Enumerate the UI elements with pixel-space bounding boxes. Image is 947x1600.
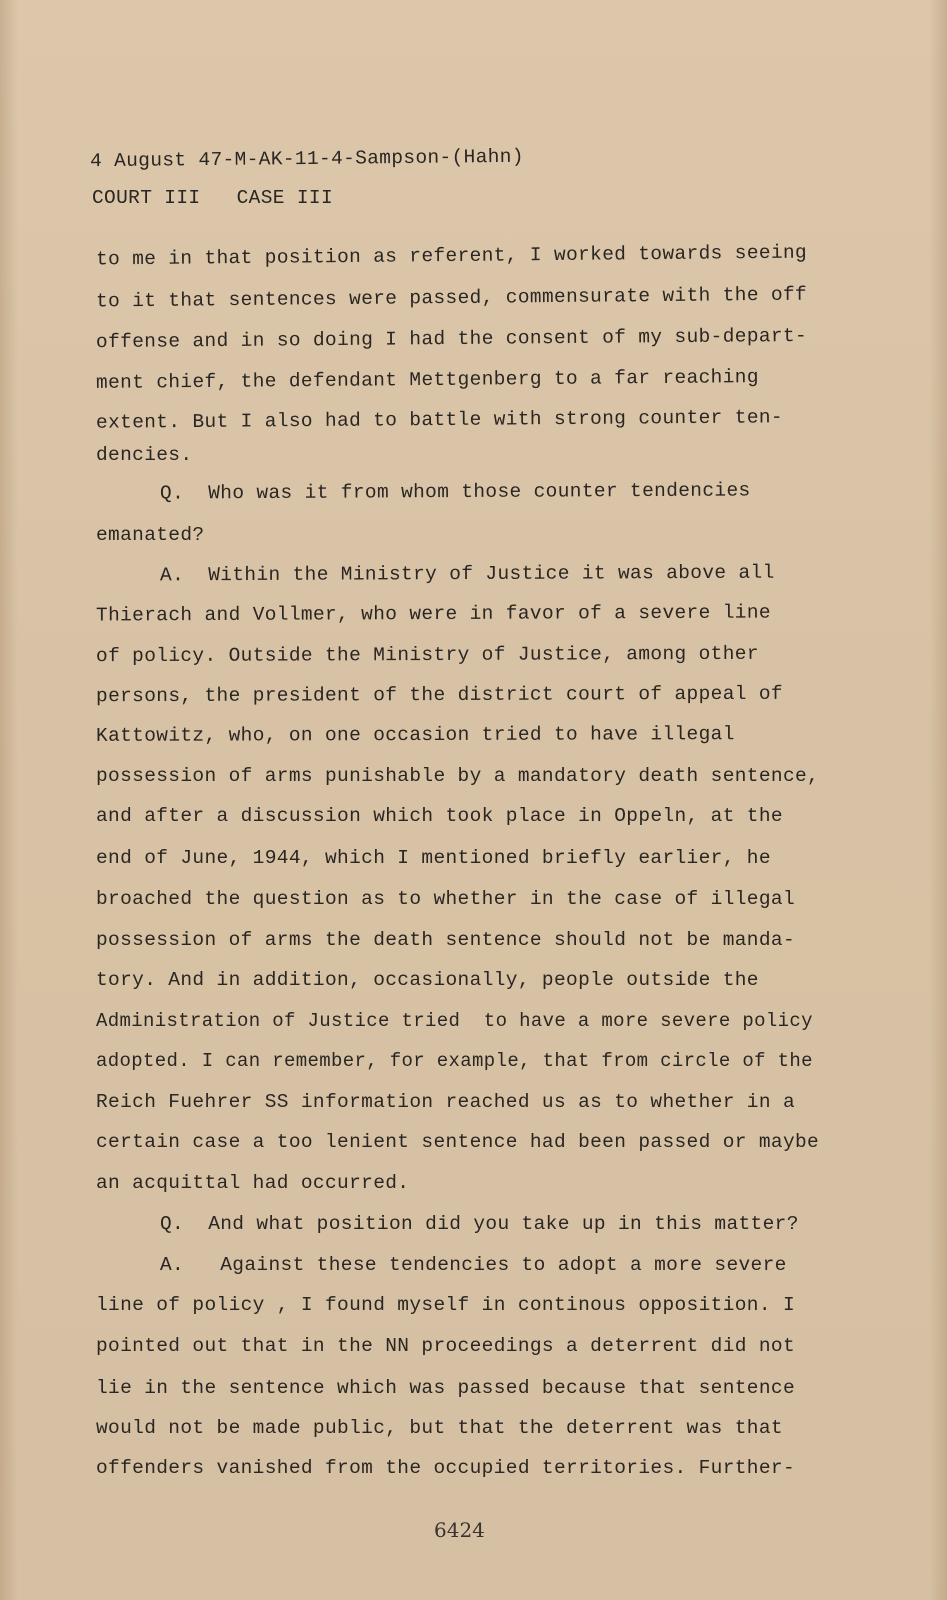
body-line-11: of policy. Outside the Ministry of Justice, among other (95, 642, 759, 668)
body-line-24: an acquittal had occurred. (96, 1172, 410, 1194)
body-line-26: A. Against these tendencies to adopt a more severe (160, 1254, 787, 1276)
page-number: 6424 (434, 1518, 485, 1542)
body-line-30: would not be made public, but that the deterrent was that (96, 1417, 783, 1439)
body-line-25: Q. And what position did you take up in this matter? (160, 1213, 799, 1235)
body-line-10: Thierach and Vollmer, who were in favor of a severe line (95, 601, 771, 627)
body-line-17: broached the question as to whether in the case of illegal (96, 888, 796, 910)
header-court-line: COURT III CASE III (92, 187, 334, 209)
body-line-18: possession of arms the death sentence should not be manda- (96, 929, 796, 951)
header-date-line: 4 August 47-M-AK-11-4-Sampson-(Hahn) (89, 145, 524, 173)
body-line-15: and after a discussion which took place in Oppeln, at the (96, 805, 783, 827)
page-edge-right (929, 0, 947, 1600)
body-line-9: A. Within the Ministry of Justice it was above all (159, 561, 775, 587)
body-line-27: line of policy , I found myself in continous opposition. I (96, 1294, 796, 1316)
body-line-4: ment chief, the defendant Mettgenberg to a far reaching (95, 366, 759, 394)
body-line-31: offenders vanished from the occupied territories. Further- (96, 1457, 796, 1479)
body-line-12: persons, the president of the district court of appeal of (95, 682, 784, 708)
body-line-19: tory. And in addition, occasionally, people outside the (96, 969, 759, 991)
body-line-7: Q. Who was it from whom those counter tendencies (159, 479, 751, 505)
body-line-2: to it that sentences were passed, commensurate with the off (95, 283, 808, 313)
body-line-28: pointed out that in the NN proceedings a deterrent did not (96, 1335, 796, 1357)
body-line-23: certain case a too lenient sentence had been passed or maybe (96, 1131, 820, 1153)
page-edge-left (0, 0, 18, 1600)
body-line-20: Administration of Justice tried to have a more severe policy (96, 1010, 813, 1032)
body-line-21: adopted. I can remember, for example, that from circle of the (96, 1050, 813, 1072)
body-line-14: possession of arms punishable by a mandatory death sentence, (96, 765, 820, 787)
body-line-5: extent. But I also had to battle with strong counter ten- (95, 406, 784, 434)
body-line-29: lie in the sentence which was passed because that sentence (96, 1377, 796, 1399)
body-line-3: offense and in so doing I had the consent of my sub-depart- (95, 324, 808, 354)
body-line-22: Reich Fuehrer SS information reached us as to whether in a (96, 1091, 796, 1113)
body-line-16: end of June, 1944, which I mentioned briefly earlier, he (96, 847, 771, 869)
body-line-1: to me in that position as referent, I worked towards seeing (95, 241, 808, 271)
body-line-13: Kattowitz, who, on one occasion tried to have illegal (95, 723, 735, 747)
body-line-6: dencies. (96, 444, 193, 466)
body-line-8: emanated? (96, 524, 205, 546)
